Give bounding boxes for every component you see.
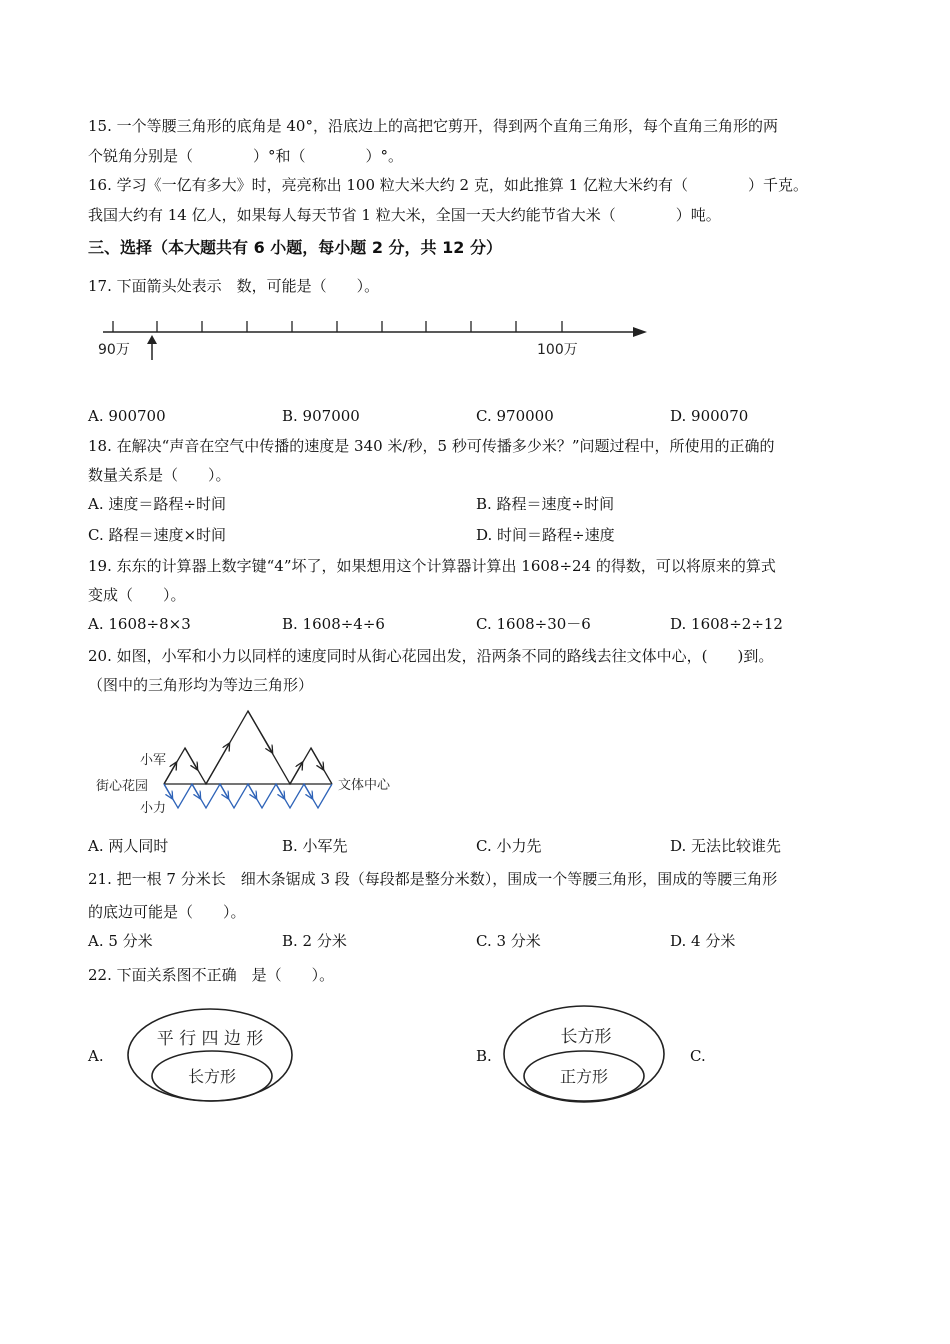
inner-set-label: 长方形 bbox=[187, 1067, 237, 1086]
q22-option-c-letter[interactable]: C. bbox=[690, 1047, 706, 1065]
q21-option-a[interactable]: A. 5 分米 bbox=[88, 932, 153, 950]
q22-option-b-letter[interactable]: B. bbox=[476, 1047, 492, 1065]
q15-line2: 个锐角分别是（ ）°和（ ）°。 bbox=[88, 147, 404, 165]
q18-option-a[interactable]: A. 速度＝路程÷时间 bbox=[88, 495, 226, 513]
q20-option-c[interactable]: C. 小力先 bbox=[476, 837, 542, 855]
q17-option-b[interactable]: B. 907000 bbox=[282, 407, 360, 425]
number-line-figure bbox=[95, 312, 655, 364]
label-lower-route: 小力 bbox=[140, 801, 167, 816]
outer-set-label: 长方形 bbox=[560, 1027, 612, 1047]
q19-option-c[interactable]: C. 1608÷30－6 bbox=[476, 615, 591, 633]
section-heading: 三、选择（本大题共有 6 小题，每小题 2 分，共 12 分） bbox=[88, 238, 502, 257]
q20-option-d[interactable]: D. 无法比较谁先 bbox=[670, 837, 782, 855]
q16-line1: 16. 学习《一亿有多大》时，亮亮称出 100 粒大米大约 2 克，如此推算 1 亿粒大米约有（ ）千克。 bbox=[88, 176, 808, 194]
lower-route-xiaoli bbox=[164, 784, 332, 808]
q18-option-c[interactable]: C. 路程＝速度×时间 bbox=[88, 526, 227, 544]
label-upper-route: 小军 bbox=[140, 753, 167, 768]
number-line-ticks bbox=[113, 321, 562, 332]
q22-option-b-diagram[interactable] bbox=[502, 1004, 667, 1106]
q19-option-d[interactable]: D. 1608÷2÷12 bbox=[670, 615, 783, 633]
q21-line1: 21. 把一根 7 分米长 细木条锯成 3 段（每段都是整分米数），围成一个等腰三角形，围成的等腰三角形 bbox=[88, 870, 778, 888]
q20-line2: （图中的三角形均为等边三角形） bbox=[88, 676, 314, 694]
up-arrow-icon bbox=[147, 335, 157, 360]
q21-option-d[interactable]: D. 4 分米 bbox=[670, 932, 736, 950]
q19-line1: 19. 东东的计算器上数字键“4”坏了，如果想用这个计算器计算出 1608÷24 的得数，可以将原来的算式 bbox=[88, 557, 776, 575]
upper-route-xiaojun bbox=[164, 711, 332, 784]
q21-option-c[interactable]: C. 3 分米 bbox=[476, 932, 541, 950]
q19-line2: 变成（ ）。 bbox=[88, 586, 186, 604]
q20-option-b[interactable]: B. 小军先 bbox=[282, 837, 348, 855]
q22-stem: 22. 下面关系图不正确 是（ ）。 bbox=[88, 966, 335, 984]
q18-option-d[interactable]: D. 时间＝路程÷速度 bbox=[476, 526, 615, 544]
q15-line1: 15. 一个等腰三角形的底角是 40°，沿底边上的高把它剪开，得到两个直角三角形，每个直角三角形的两 bbox=[88, 117, 778, 135]
number-line-right-label: 100万 bbox=[537, 342, 578, 358]
q19-option-a[interactable]: A. 1608÷8×3 bbox=[88, 615, 191, 633]
q16-line2: 我国大约有 14 亿人，如果每人每天节省 1 粒大米，全国一天大约能节省大米（ ）吨。 bbox=[88, 206, 721, 224]
q21-line2: 的底边可能是（ ）。 bbox=[88, 903, 246, 921]
inner-set-label: 正方形 bbox=[559, 1067, 609, 1086]
route-figure bbox=[92, 706, 412, 826]
q18-line1: 18. 在解决“声音在空气中传播的速度是 340 米/秒，5 秒可传播多少米？”问题过程中，所使用的正确的 bbox=[88, 437, 775, 455]
q17-option-a[interactable]: A. 900700 bbox=[88, 407, 166, 425]
q20-line1: 20. 如图，小军和小力以同样的速度同时从街心花园出发，沿两条不同的路线去往文体中心，( )到。 bbox=[88, 647, 774, 665]
q17-option-c[interactable]: C. 970000 bbox=[476, 407, 554, 425]
q18-option-b[interactable]: B. 路程＝速度÷时间 bbox=[476, 495, 615, 513]
q22-option-a-diagram[interactable] bbox=[126, 1006, 296, 1106]
number-line-left-label: 90万 bbox=[98, 342, 130, 358]
q20-option-a[interactable]: A. 两人同时 bbox=[88, 837, 169, 855]
outer-ellipse bbox=[504, 1006, 664, 1102]
q22-option-a-letter[interactable]: A. bbox=[88, 1047, 104, 1065]
q17-option-d[interactable]: D. 900070 bbox=[670, 407, 749, 425]
q17-stem: 17. 下面箭头处表示 数，可能是（ ）。 bbox=[88, 277, 380, 295]
outer-set-label: 平 行 四 边 形 bbox=[156, 1029, 264, 1049]
outer-ellipse bbox=[128, 1009, 292, 1101]
label-end-point: 文体中心 bbox=[338, 778, 391, 793]
number-line-arrowhead bbox=[633, 327, 647, 337]
q19-option-b[interactable]: B. 1608÷4÷6 bbox=[282, 615, 385, 633]
q18-line2: 数量关系是（ ）。 bbox=[88, 466, 231, 484]
label-start-point: 街心花园 bbox=[96, 779, 149, 794]
q21-option-b[interactable]: B. 2 分米 bbox=[282, 932, 347, 950]
